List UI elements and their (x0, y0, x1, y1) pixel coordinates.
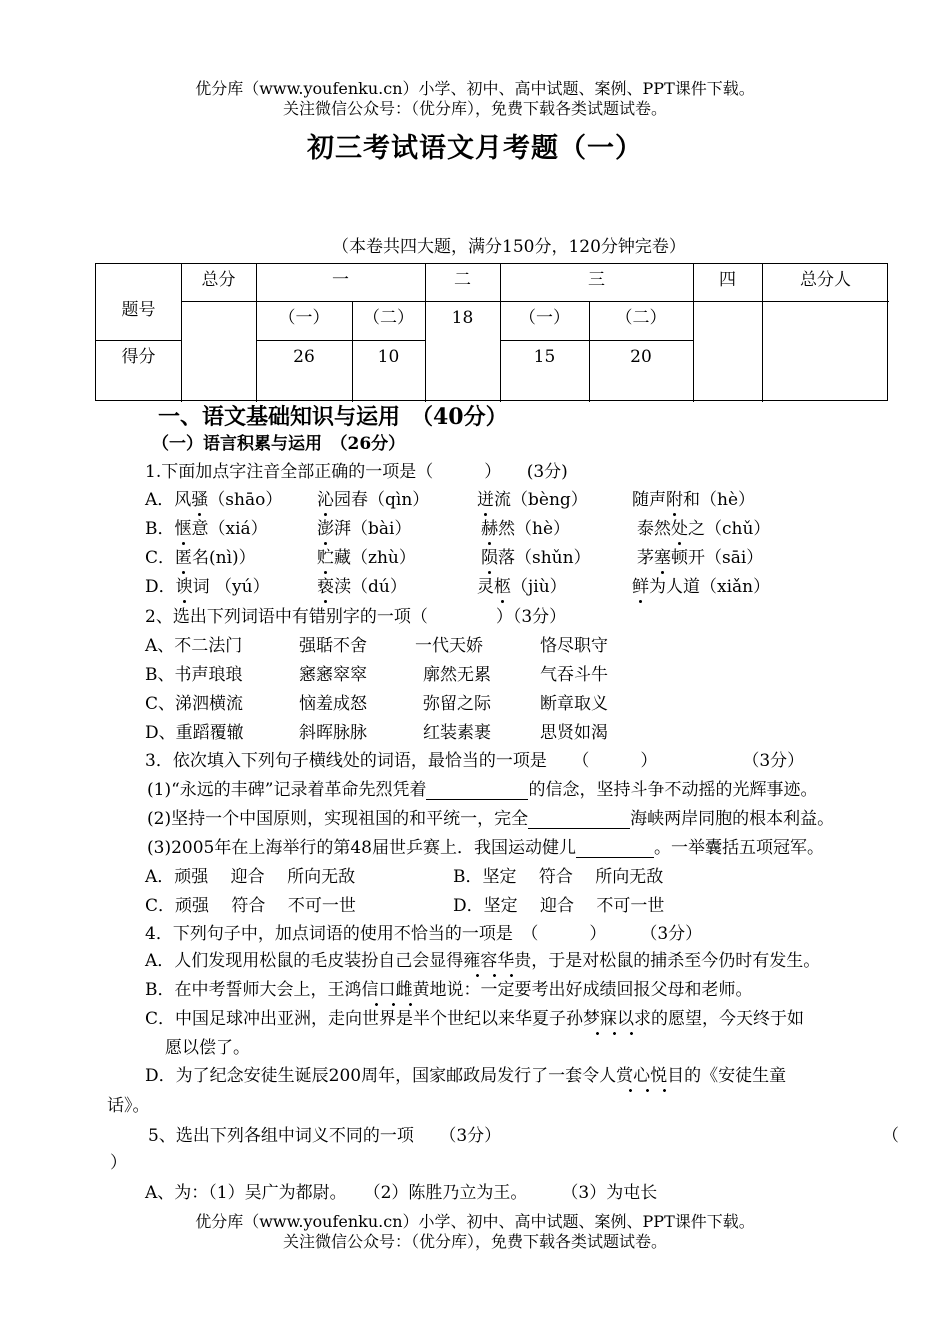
section-1-title: 一、语文基础知识与运用 （40分） (158, 404, 508, 430)
q4-option-a: A．人们发现用松鼠的毛皮装扮自己会显得雍容华贵，于是对松鼠的捕杀至今仍时有发生。 (145, 951, 821, 971)
q3-option-d: D．坚定 迎合 不可一世 (453, 896, 665, 916)
q5-paren-close: ） (110, 1153, 127, 1173)
q1-option-d: D．谀词 （yú） 亵渎（dú） 灵柩（jiù） 鲜为人道（xiǎn） (145, 577, 771, 597)
q5-stem: 5、选出下列各组中词义不同的一项 （3分） (148, 1126, 502, 1146)
header-line-1: 优分库（www.youfenku.cn）小学、初中、高中试题、案例、PPT课件下载。 (195, 79, 755, 98)
q1-option-a: A．风骚（shāo） 沁园春（qìn） 迸流（bèng） 随声附和（hè） (145, 490, 756, 510)
section-two-points: 18 (451, 308, 474, 328)
exam-subtitle: （本卷共四大题，满分150分，120分钟完卷） (332, 237, 686, 257)
q4-option-d-cont: 话》。 (107, 1096, 150, 1116)
col-section-two: 二 (454, 270, 471, 290)
section-1-sub-1: （一）语言积累与运用 （26分） (152, 434, 406, 454)
footer-line-2: 关注微信公众号：（优分库），免费下载各类试题试卷。 (282, 1232, 667, 1251)
points-three-1: 15 (533, 347, 556, 367)
q4-dotted-word-a: 雍容华贵 (463, 951, 532, 971)
page-title: 初三考试语文月考题（一） (307, 133, 643, 164)
q2-stem: 2、选出下列词语中有错别字的一项（ ）（3分） (145, 607, 567, 627)
points-one-2: 10 (377, 347, 400, 367)
q4-option-c: C．中国足球冲出亚洲，走向世界是半个世纪以来华夏子孙梦寐以求的愿望，今天终于如 (145, 1009, 805, 1029)
q4-dotted-word-b: 信口雌黄 (361, 980, 430, 1000)
points-one-1: 26 (293, 347, 315, 367)
q2-option-a: A、不二法门 强聒不舍 一代天娇 恪尽职守 (145, 636, 608, 656)
sub-three-1: （一） (519, 308, 570, 328)
sub-one-1: （一） (278, 308, 330, 328)
q4-option-c-cont: 愿以偿了。 (165, 1038, 250, 1058)
q1-stem: 1.下面加点字注音全部正确的一项是（ ） (3分) (145, 462, 568, 482)
col-section-one: 一 (332, 270, 349, 290)
footer-line-1: 优分库（www.youfenku.cn）小学、初中、高中试题、案例、PPT课件下载。 (195, 1212, 755, 1231)
points-three-2: 20 (630, 347, 652, 367)
q1-option-c: C．匿名(nì)） 贮藏（zhù） 陨落（shǔn） 茅塞顿开（sāi） (145, 548, 764, 568)
sub-three-2: （二） (615, 308, 667, 328)
q4-dotted-word-d: 赏心悦目 (616, 1066, 685, 1086)
q4-option-d: D．为了纪念安徒生诞辰200周年，国家邮政局发行了一套令人赏心悦目的《安徒生童 (145, 1066, 787, 1086)
header-line-2: 关注微信公众号：（优分库），免费下载各类试题试卷。 (282, 99, 667, 118)
q4-option-b: B．在中考誓师大会上，王鸿信口雌黄地说：一定要考出好成绩回报父母和老师。 (145, 980, 753, 1000)
q3-option-b: B．坚定 符合 所向无敌 (453, 867, 664, 887)
q2-option-c: C、涕泗横流 恼羞成怒 弥留之际 断章取义 (145, 694, 608, 714)
q3-sentence-3: (3)2005年在上海举行的第48届世乒赛上．我国运动健儿 。一举囊括五项冠军。 (147, 838, 824, 858)
q1-option-b: B．惬意（xiá） 澎湃（bài） 赫然（hè） 泰然处之（chǔ） (145, 519, 771, 539)
col-section-four: 四 (719, 270, 736, 290)
q3-stem: 3．依次填入下列句子横线处的词语，最恰当的一项是 （ ） （3分） (145, 751, 805, 771)
q2-option-d: D、重蹈覆辙 斜晖脉脉 红装素裹 思贤如渴 (145, 723, 608, 743)
q3-option-c: C．顽强 符合 不可一世 (145, 896, 356, 916)
q3-sentence-2: (2)坚持一个中国原则，实现祖国的和平统一，完全 海峡两岸同胞的根本利益。 (147, 809, 835, 829)
col-total: 总分 (201, 270, 236, 290)
row-label-score: 得分 (121, 347, 156, 367)
score-table (95, 263, 888, 401)
sub-one-2: （二） (363, 308, 414, 328)
q2-option-b: B、书声琅琅 窸窸窣窣 廓然无累 气吞斗牛 (145, 665, 608, 685)
q3-option-a: A．顽强 迎合 所向无敌 (145, 867, 356, 887)
q4-dotted-word-c: 梦寐以求 (583, 1009, 652, 1029)
q5-paren-open: （ (882, 1126, 899, 1146)
row-label-question: 题号 (121, 300, 156, 320)
q5-option-a: A、为：（1）吴广为都尉。 （2）陈胜乃立为王。 （3）为屯长 (145, 1183, 658, 1203)
q3-sentence-1: (1)“永远的丰碑”记录着革命先烈凭着 的信念，坚持斗争不动摇的光辉事迹。 (147, 780, 818, 800)
col-scorer: 总分人 (800, 270, 851, 290)
q4-stem: 4．下列句子中，加点词语的使用不恰当的一项是 （ ） （3分） (145, 924, 703, 944)
col-section-three: 三 (588, 270, 605, 290)
